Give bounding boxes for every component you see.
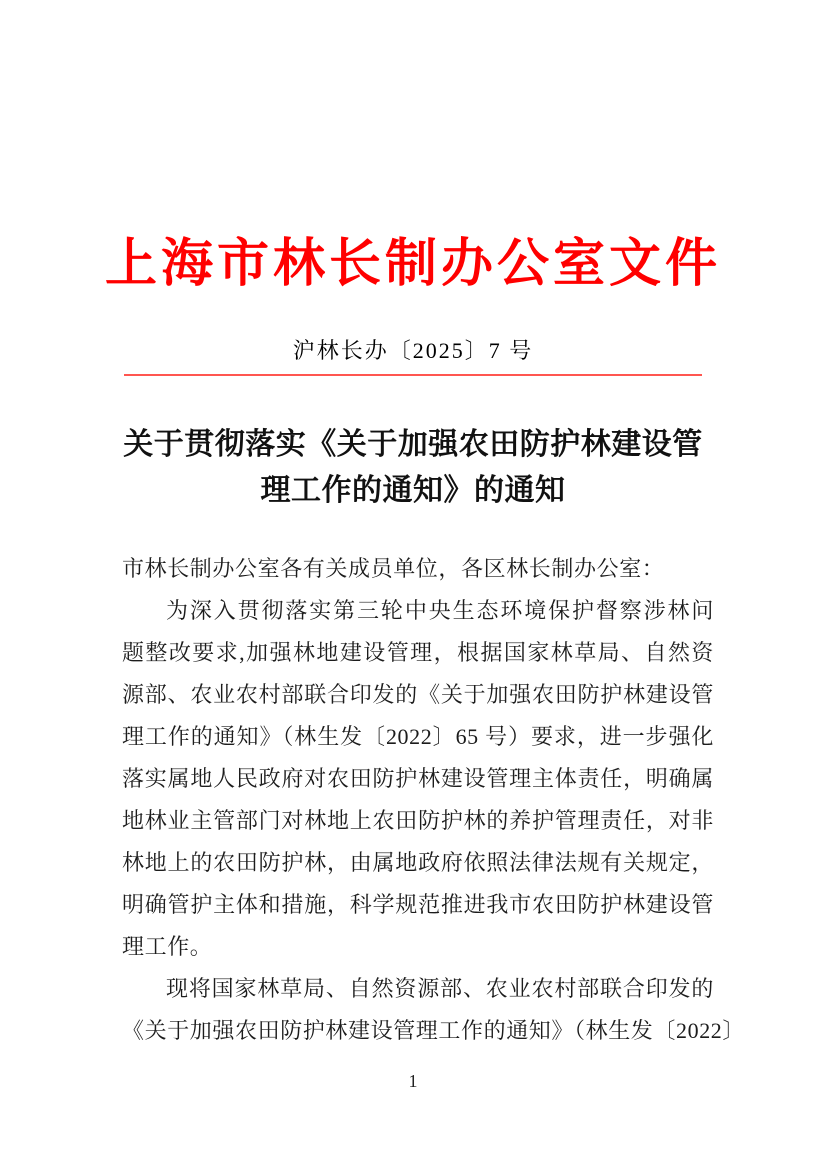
document-header-title: 上海市林长制办公室文件 (104, 236, 721, 293)
body-line: 为深入贯彻落实第三轮中央生态环境保护督察涉林问 (166, 598, 714, 623)
body-line: 现将国家林草局、自然资源部、农业农村部联合印发的 (166, 976, 714, 1001)
body-line: 源部、农业农村部联合印发的《关于加强农田防护林建设管 (122, 682, 714, 707)
document-title: 关于贯彻落实《关于加强农田防护林建设管理工作的通知》的通知 (123, 428, 703, 507)
document-number: 沪林长办〔2025〕7 号 (292, 338, 534, 363)
body-line: 市林长制办公室各有关成员单位，各区林长制办公室： (122, 556, 665, 581)
body-line: 理工作。 (122, 934, 213, 959)
body-line: 落实属地人民政府对农田防护林建设管理主体责任，明确属 (122, 766, 714, 791)
document-body (122, 548, 746, 1052)
body-line: 明确管护主体和措施，科学规范推进我市农田防护林建设管 (122, 892, 714, 917)
body-line: 地林业主管部门对林地上农田防护林的养护管理责任，对非 (122, 808, 714, 833)
body-line: 理工作的通知》（林生发〔2022〕65 号）要求，进一步强化 (122, 724, 714, 749)
red-divider-line (124, 374, 702, 376)
body-line: 林地上的农田防护林，由属地政府依照法律法规有关规定， (122, 850, 714, 875)
body-line: 《关于加强农田防护林建设管理工作的通知》（林生发〔2022〕 (122, 1018, 746, 1043)
page-number: 1 (408, 1071, 418, 1091)
body-line: 题整改要求,加强林地建设管理，根据国家林草局、自然资 (122, 640, 714, 665)
